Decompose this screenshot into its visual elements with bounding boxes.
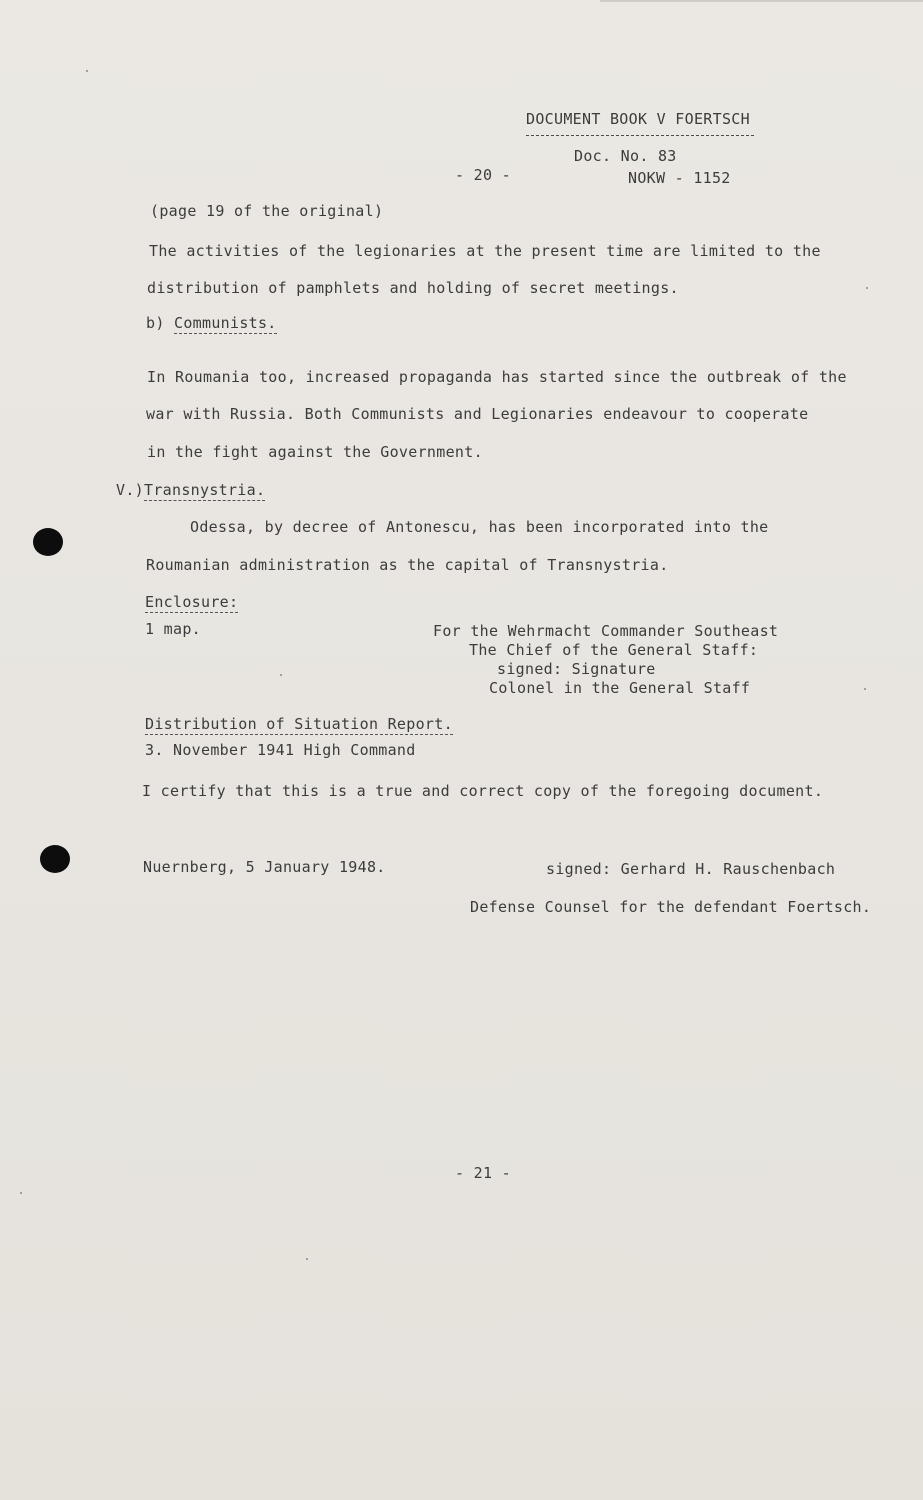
page-number-bottom: - 21 - [455,1164,511,1182]
nokw-number: NOKW - 1152 [628,169,731,187]
section-v-title: Transnystria. [144,481,266,499]
paragraph-line: Roumanian administration as the capital of Transnystria. [146,556,669,574]
signature-line: signed: Signature [497,660,656,678]
punch-hole [33,528,63,556]
page-reference: (page 19 of the original) [150,202,384,220]
place-date: Nuernberg, 5 January 1948. [143,858,386,876]
paper-speck [306,1258,308,1260]
section-b-prefix: b) [146,314,174,332]
counsel-title: Defense Counsel for the defendant Foertsch. [470,898,872,916]
paper-speck [86,70,88,72]
paper-speck [864,688,866,690]
section-v-heading [116,481,265,499]
paragraph-line: The activities of the legionaries at the present time are limited to the [149,242,821,260]
book-title: DOCUMENT BOOK V FOERTSCH [526,110,750,128]
distribution-label [145,715,453,733]
distribution-label-text: Distribution of Situation Report. [145,715,453,733]
paper-speck [280,674,282,676]
section-b-heading [146,314,277,332]
enclosure-label-text: Enclosure: [145,593,239,611]
counsel-signature: signed: Gerhard H. Rauschenbach [546,860,836,878]
doc-number: Doc. No. 83 [574,147,677,165]
header-rule [526,135,754,136]
enclosure-label [145,593,238,611]
signature-line: The Chief of the General Staff: [469,641,759,659]
signature-line: For the Wehrmacht Commander Southeast [433,622,779,640]
page-edge-mark [600,0,923,2]
signature-line: Colonel in the General Staff [489,679,751,697]
section-v-prefix: V.) [116,481,144,499]
section-b-title: Communists. [174,314,277,332]
paragraph-line: Odessa, by decree of Antonescu, has been incorporated into the [190,518,769,536]
paper-speck [866,287,868,289]
paragraph-line: distribution of pamphlets and holding of secret meetings. [147,279,679,297]
paragraph-line: in the fight against the Government. [147,443,483,461]
punch-hole [40,845,70,873]
certification-statement: I certify that this is a true and correct copy of the foregoing document. [142,782,824,800]
paragraph-line: In Roumania too, increased propaganda has started since the outbreak of the [147,368,847,386]
distribution-entry: 3. November 1941 High Command [145,741,416,759]
paper-speck [20,1192,22,1194]
paragraph-line: war with Russia. Both Communists and Legionaries endeavour to cooperate [146,405,809,423]
page-number-top: - 20 - [455,166,511,184]
enclosure-item: 1 map. [145,620,201,638]
